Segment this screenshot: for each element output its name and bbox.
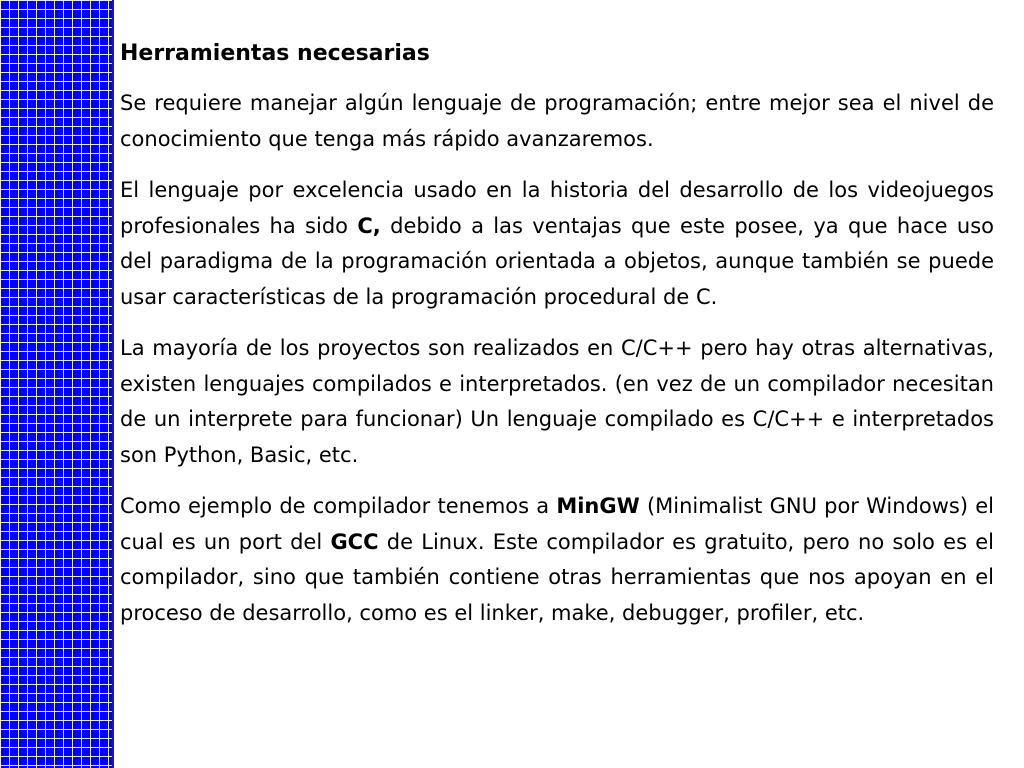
slide-title: Herramientas necesarias — [120, 41, 430, 66]
paragraph-2-bold-c: C, — [357, 213, 381, 238]
decorative-grid-sidebar — [0, 0, 114, 768]
paragraph-4-text-b: (Minimalist GNU por Windows) el cual es un port del — [120, 494, 994, 554]
paragraph-2 — [120, 173, 994, 315]
slide-content — [120, 36, 994, 631]
paragraph-3: La mayoría de los proyectos son realizados en C/C++ pero hay otras alternativas, existen lenguajes compilados e interpretados. (en vez de un compilador necesitan de un interprete para funcionar) Un lenguaje compilado es C/C++ e interpretados son Python, Basic, etc. — [120, 336, 994, 467]
paragraph-1: Se requiere manejar algún lenguaje de programación; entre mejor sea el nivel de conocimiento que tenga más rápido avanzaremos. — [120, 91, 994, 151]
paragraph-4-text-c: de Linux. Este compilador es gratuito, pero no solo es el compilador, sino que también contiene otras herramientas que nos apoyan en el proceso de desarrollo, como es el linker, make, debugger, profiler, etc. — [120, 529, 995, 625]
paragraph-2-text-a: El lenguaje por excelencia usado en la historia del desarrollo de los videojuegos profesionales ha sido — [120, 178, 994, 238]
paragraph-4 — [120, 489, 994, 631]
paragraph-2-text-b: debido a las ventajas que este posee, ya que hace uso del paradigma de la programación orientada a objetos, aunque también se puede usar características de la programación procedural de C. — [120, 213, 994, 309]
paragraph-4-bold-mingw: MinGW — [556, 494, 640, 518]
paragraph-4-bold-gcc: GCC — [330, 529, 379, 554]
paragraph-4-text-a: Como ejemplo de compilador tenemos a — [120, 494, 557, 518]
